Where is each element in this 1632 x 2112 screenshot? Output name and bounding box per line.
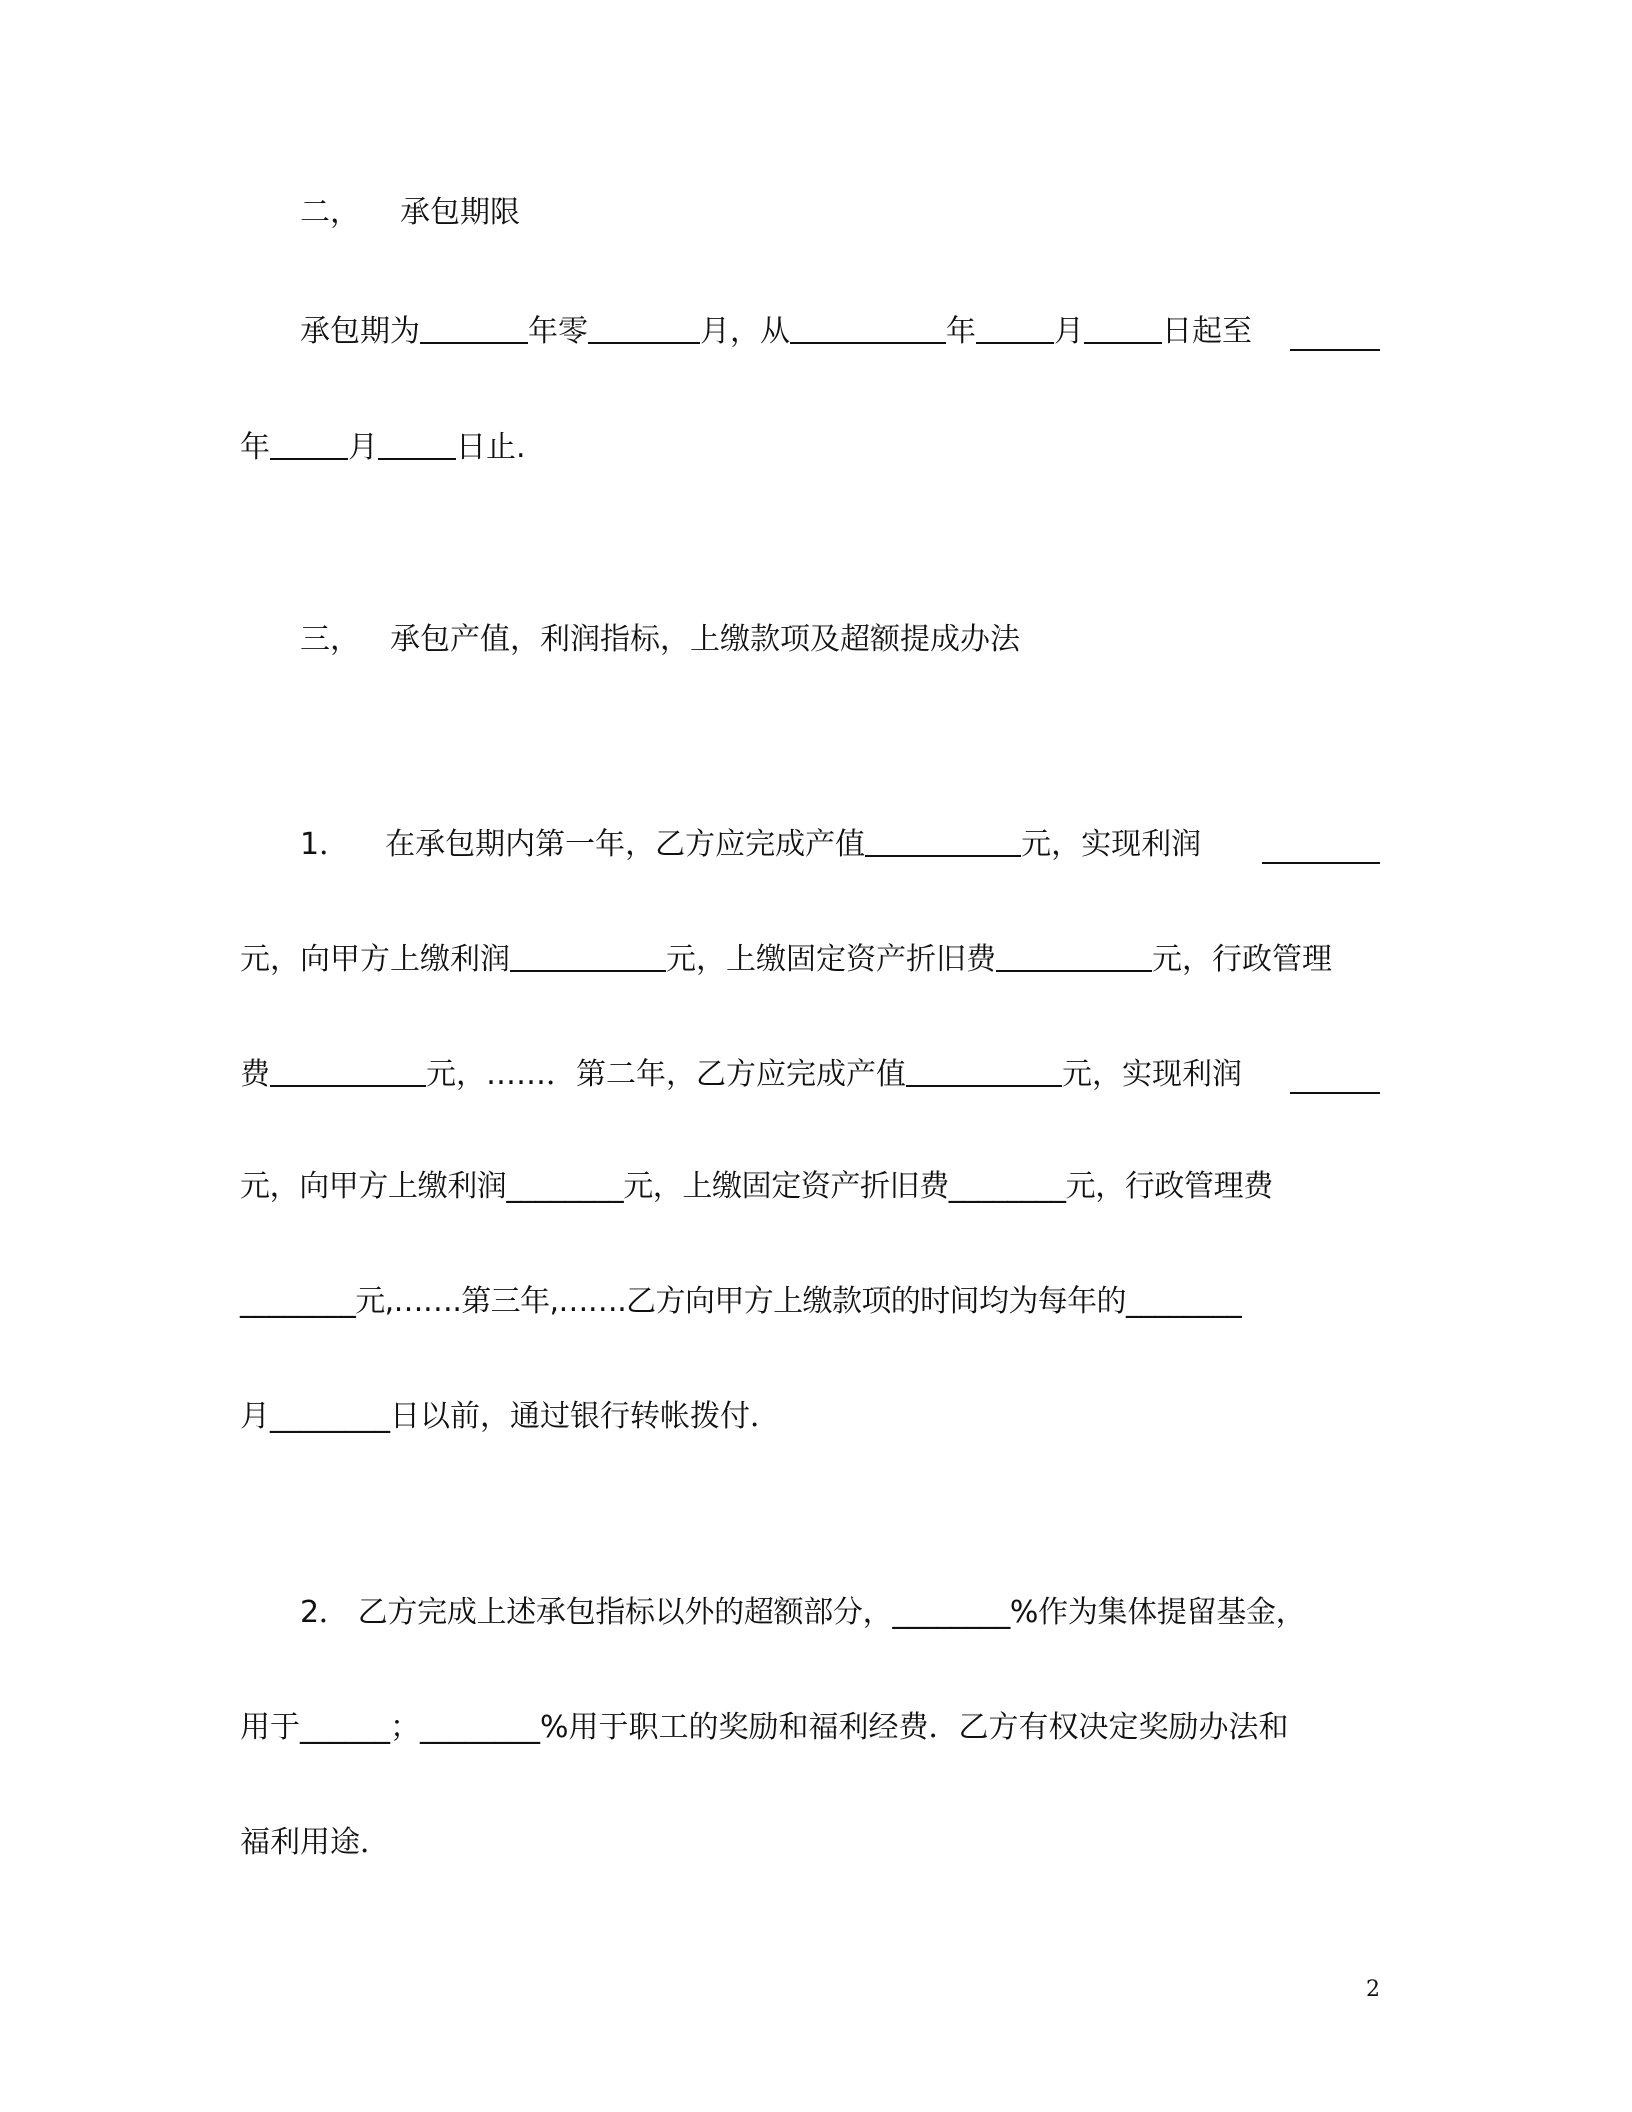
term-text: 月 [1054, 314, 1084, 349]
item-1-text: 元，实现利润 [1021, 827, 1202, 862]
blank-end-month [270, 428, 348, 460]
term-text: 日起至 [1162, 314, 1252, 349]
item-1-line-4: 元，向甲方上缴利润________元，上缴固定资产折旧费________元，行政管理费 [240, 1169, 1273, 1204]
item-1-line-6: 月________日以前，通过银行转帐拨付． [240, 1399, 780, 1434]
item-2-line-1: 2． 乙方完成上述承包指标以外的超额部分，________%作为集体提留基金， [300, 1595, 1306, 1630]
section-2-number: 二， [300, 195, 360, 230]
section-3-heading [300, 622, 1440, 657]
item-1-text: 元，向甲方上缴利润 [240, 942, 510, 977]
item-2-line-2: 用于______；________%用于职工的奖励和福利经费．乙方有权决定奖励办法和 [240, 1710, 1289, 1745]
blank-admin-fee [270, 1055, 426, 1087]
blank-end-day [378, 428, 456, 460]
blank-years [420, 312, 528, 344]
blank-output-value-2 [906, 1055, 1062, 1087]
item-1-line-5: ________元,…….第三年,…….乙方向甲方上缴款项的时间均为每年的________ [240, 1284, 1242, 1319]
section-2-title: 承包期限 [400, 195, 520, 230]
term-text: 年零 [528, 314, 588, 349]
item-1-text: 元，……．第二年，乙方应完成产值 [426, 1057, 906, 1092]
page-number: 2 [1366, 1977, 1380, 2002]
item-1-text: 费 [240, 1057, 270, 1092]
section-2-heading [300, 195, 1440, 230]
item-1-text: 在承包期内第一年，乙方应完成产值 [385, 827, 866, 862]
term-text: 月 [348, 430, 378, 465]
term-line-1 [300, 312, 1440, 347]
term-text: 月，从 [700, 314, 790, 349]
term-line-2 [240, 428, 1380, 463]
item-1-text: 元，实现利润 [1062, 1057, 1242, 1092]
section-3-title: 承包产值，利润指标，上缴款项及超额提成办法 [390, 622, 1020, 657]
blank-start-day [1084, 312, 1162, 344]
item-1-line-2 [240, 940, 1380, 975]
section-3-number: 三， [300, 622, 360, 657]
term-text: 承包期为 [300, 314, 420, 349]
item-1-line-3 [240, 1055, 1380, 1090]
item-1-text: 元，上缴固定资产折旧费 [666, 942, 996, 977]
term-text: 年 [946, 314, 976, 349]
blank-profit-paid [510, 940, 666, 972]
item-1-line-1 [300, 825, 1440, 860]
blank-start-month [976, 312, 1054, 344]
item-1-number: 1． [300, 827, 350, 862]
blank-profit [1262, 862, 1380, 864]
term-text: 年 [240, 430, 270, 465]
blank-end-year [1290, 349, 1380, 351]
item-1-text: 元，行政管理 [1152, 942, 1332, 977]
blank-months [588, 312, 700, 344]
item-2-line-3: 福利用途． [240, 1825, 390, 1860]
blank-output-value [865, 825, 1021, 857]
term-text: 日止. [456, 430, 526, 465]
blank-start-year [790, 312, 946, 344]
blank-profit-2 [1290, 1092, 1380, 1094]
blank-depreciation [996, 940, 1152, 972]
